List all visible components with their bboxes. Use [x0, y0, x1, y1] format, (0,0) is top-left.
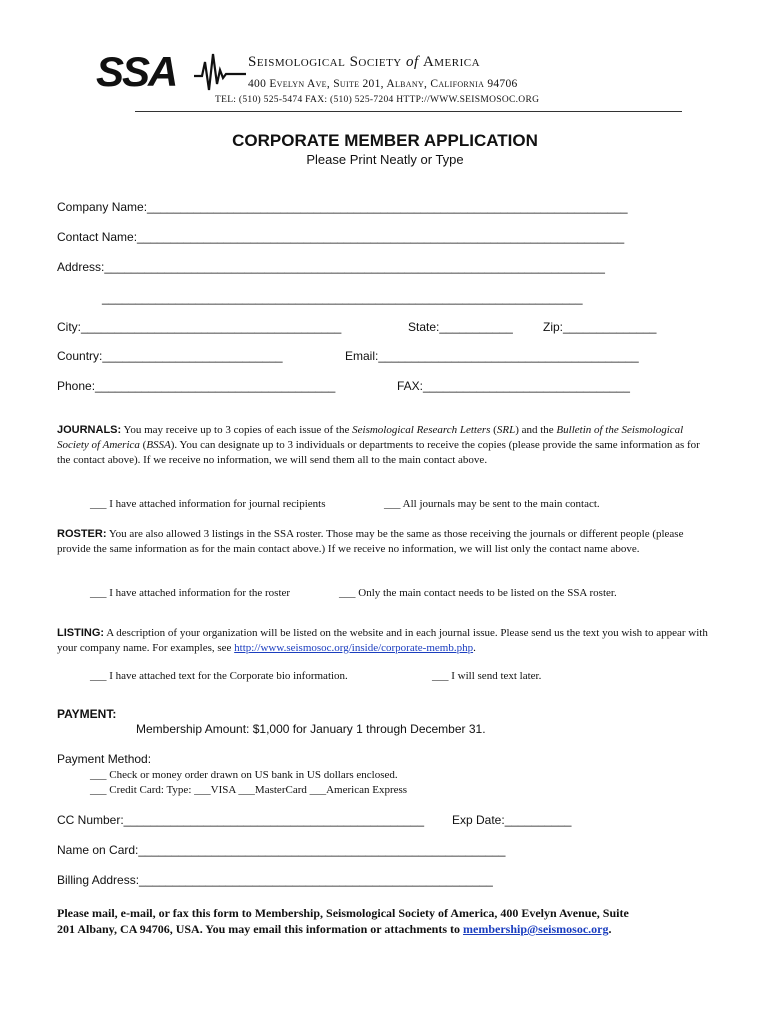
roster-label: ROSTER:: [57, 528, 107, 540]
exp-date-field[interactable]: Exp Date:__________: [452, 813, 572, 827]
corporate-memb-link[interactable]: http://www.seismosoc.org/inside/corporate-memb.php: [234, 642, 474, 654]
listing-option-attached[interactable]: ___ I have attached text for the Corporate bio information.: [90, 670, 348, 682]
org-name-of: of: [406, 54, 419, 70]
payment-method-credit-card[interactable]: ___ Credit Card: Type: ___VISA ___MasterCard ___American Express: [90, 784, 408, 796]
fax-field[interactable]: FAX:_______________________________: [397, 379, 630, 393]
form-title: CORPORATE MEMBER APPLICATION: [232, 131, 538, 150]
org-name: [248, 54, 480, 71]
journals-text: ) and the: [515, 424, 557, 436]
membership-email-link[interactable]: membership@seismosoc.org: [463, 922, 609, 936]
ssa-logo-text: SSA: [96, 50, 177, 92]
bssa-title: Bulletin of the Seismological Society of America: [57, 424, 684, 451]
billing-address-field[interactable]: Billing Address:_____________________________________________________: [57, 873, 493, 887]
mailing-text: Please mail, e-mail, or fax this form to Membership, Seismological Society of America, 400 Evelyn Avenue, Suite 201 Albany, CA 94706, USA. You may email this information or attachments to: [57, 906, 629, 936]
payment-method-label: Payment Method:: [57, 752, 152, 766]
journals-text: You may receive up to 3 copies of each issue of the: [121, 424, 353, 436]
srl-abbr: SRL: [496, 424, 516, 436]
journals-option-attached[interactable]: ___ I have attached information for journal recipients: [90, 498, 326, 510]
company-name-field[interactable]: Company Name:________________________________________________________________________: [57, 200, 628, 214]
cc-number-field[interactable]: CC Number:_____________________________________________: [57, 813, 425, 827]
org-contact: TEL: (510) 525-5474 FAX: (510) 525-7204 HTTP://WWW.SEISMOSOC.ORG: [215, 95, 540, 105]
payment-label: PAYMENT:: [57, 707, 117, 721]
journals-label: JOURNALS:: [57, 424, 122, 436]
journals-text: ). You can designate up to 3 individuals or departments to receive the copies (please provide the same information as for the contact above). If we receive no information, we will send them all to the main contact above.: [57, 439, 700, 466]
listing-label: LISTING:: [57, 627, 105, 639]
roster-option-main-contact[interactable]: ___ Only the main contact needs to be listed on the SSA roster.: [339, 587, 617, 599]
phone-field[interactable]: Phone:____________________________________: [57, 379, 336, 393]
listing-option-later[interactable]: ___ I will send text later.: [432, 670, 542, 682]
roster-text: You are also allowed 3 listings in the SSA roster. Those may be the same as those receiving the journals or different people (please provide the same information as for the main contact above.) If we receive no information, we will list only the contact name above.: [57, 528, 684, 555]
name-on-card-field[interactable]: Name on Card:_______________________________________________________: [57, 843, 506, 857]
email-field[interactable]: Email:_______________________________________: [345, 349, 639, 363]
address-line2-field[interactable]: ________________________________________________________________________: [102, 291, 583, 305]
roster-section: [57, 527, 717, 557]
ssa-logo: [96, 50, 246, 92]
header-divider: [135, 111, 682, 112]
country-field[interactable]: Country:___________________________: [57, 349, 283, 363]
listing-text: A description of your organization will be listed on the website and in each journal issue. Please send us the text you wish to appear with your company name. For examples, see: [57, 627, 708, 654]
listing-section: [57, 626, 717, 656]
bssa-abbr: BSSA: [146, 439, 171, 451]
journals-section: [57, 423, 712, 468]
zip-field[interactable]: Zip:______________: [543, 320, 657, 334]
state-field[interactable]: State:___________: [408, 320, 513, 334]
address-field[interactable]: Address:___________________________________________________________________________: [57, 260, 605, 274]
listing-text-end: .: [473, 642, 476, 654]
membership-amount: Membership Amount: $1,000 for January 1 through December 31.: [136, 722, 486, 736]
form-subtitle: Please Print Neatly or Type: [306, 152, 464, 167]
org-name-part2: America: [422, 54, 481, 70]
mailing-text-end: .: [608, 922, 612, 936]
roster-option-attached[interactable]: ___ I have attached information for the roster: [90, 587, 291, 599]
org-address: 400 Evelyn Ave, Suite 201, Albany, California 94706: [248, 78, 518, 90]
city-field[interactable]: City:_______________________________________: [57, 320, 342, 334]
payment-method-check[interactable]: ___ Check or money order drawn on US bank in US dollars enclosed.: [90, 769, 398, 781]
srl-title: Seismological Research Letters: [352, 424, 491, 436]
mailing-instructions: [57, 905, 647, 937]
journals-option-main-contact[interactable]: ___ All journals may be sent to the main contact.: [384, 498, 600, 510]
journals-text: (: [490, 424, 497, 436]
journals-text: (: [139, 439, 147, 451]
org-name-part1: Seismological Society: [248, 54, 402, 70]
seismograph-wave-icon: [194, 54, 246, 90]
contact-name-field[interactable]: Contact Name:_________________________________________________________________________: [57, 230, 625, 244]
